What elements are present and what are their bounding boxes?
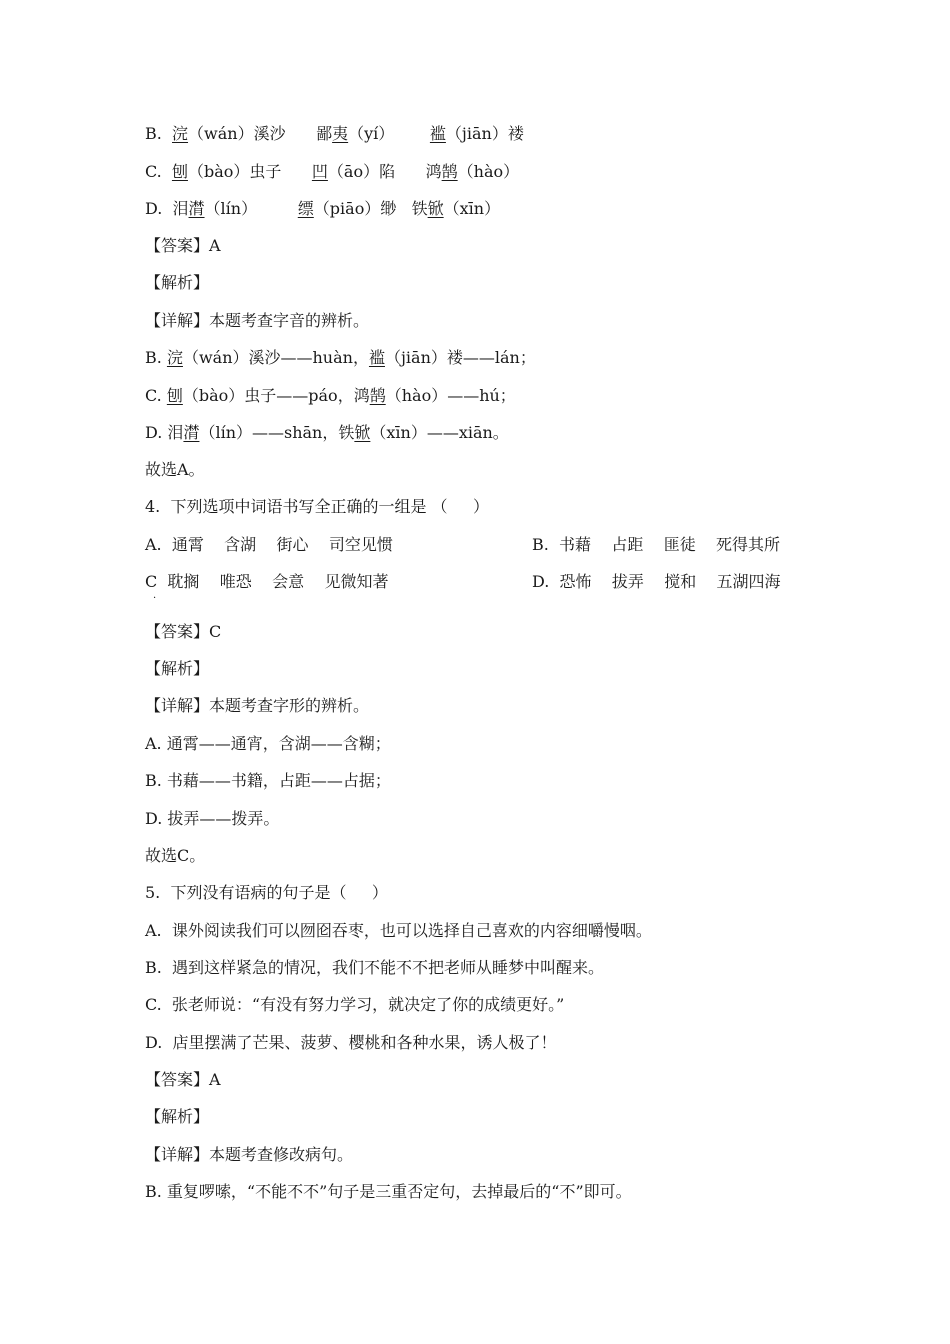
q3-choose: 故选A。	[145, 460, 205, 479]
q5-question: 5. 下列没有语病的句子是（ ）	[145, 883, 388, 902]
q4-explanation-b: B. 书藉——书籍，占距——占据；	[145, 771, 391, 790]
q4-choose: 故选C。	[145, 846, 206, 865]
q4-option-c: C 耽搁 唯恐 会意 见微知著	[145, 572, 389, 591]
q3-explanation-b: B. 浣（wán）溪沙——huàn，褴（jiān）褛——lán；	[145, 348, 536, 367]
q3-answer: 【答案】A	[145, 236, 221, 255]
q5-detail: 【详解】本题考查修改病句。	[145, 1145, 354, 1164]
q4-option-d: D. 恐怖 拔弄 搅和 五湖四海	[532, 572, 781, 591]
q5-explanation-b: B. 重复啰嗦，“不能不不”句子是三重否定句，去掉最后的“不”即可。	[145, 1182, 632, 1201]
q3-option-d: D. 泪潸（lín） 缥（piāo）缈 铁锨（xīn）	[145, 199, 501, 218]
q3-explanation-d: D. 泪潸（lín）——shān，铁锨（xīn）——xiān。	[145, 423, 509, 442]
q5-option-a: A. 课外阅读我们可以囫囵吞枣，也可以选择自己喜欢的内容细嚼慢咽。	[145, 921, 652, 940]
q5-option-d: D. 店里摆满了芒果、菠萝、樱桃和各种水果，诱人极了！	[145, 1033, 557, 1052]
q5-answer: 【答案】A	[145, 1070, 221, 1089]
q5-analysis-heading: 【解析】	[145, 1107, 210, 1126]
q3-explanation-c: C. 刨（bào）虫子——páo，鸿鹄（hào）——hú；	[145, 386, 516, 405]
q4-detail: 【详解】本题考查字形的辨析。	[145, 696, 370, 715]
option-dot-mark: ·	[153, 593, 157, 604]
q4-option-b: B. 书藉 占距 匪徒 死得其所	[532, 535, 781, 554]
q3-option-c: C. 刨（bào）虫子 凹（āo）陷 鸿鹄（hào）	[145, 162, 520, 181]
q4-question: 4. 下列选项中词语书写全正确的一组是 （ ）	[145, 497, 489, 516]
q3-option-b: B. 浣（wán）溪沙 鄙夷（yí） 褴（jiān）褛	[145, 124, 524, 143]
q3-detail: 【详解】本题考查字音的辨析。	[145, 311, 370, 330]
q4-answer: 【答案】C	[145, 622, 222, 641]
q5-option-c: C. 张老师说：“有没有努力学习，就决定了你的成绩更好。”	[145, 995, 565, 1014]
q3-analysis-heading: 【解析】	[145, 273, 210, 292]
q5-option-b: B. 遇到这样紧急的情况，我们不能不不把老师从睡梦中叫醒来。	[145, 958, 605, 977]
q4-explanation-d: D. 拔弄——拨弄。	[145, 809, 280, 828]
q4-option-a: A. 通霄 含湖 街心 司空见惯	[145, 535, 393, 554]
q4-explanation-a: A. 通霄——通宵，含湖——含糊；	[145, 734, 391, 753]
q4-analysis-heading: 【解析】	[145, 659, 210, 678]
